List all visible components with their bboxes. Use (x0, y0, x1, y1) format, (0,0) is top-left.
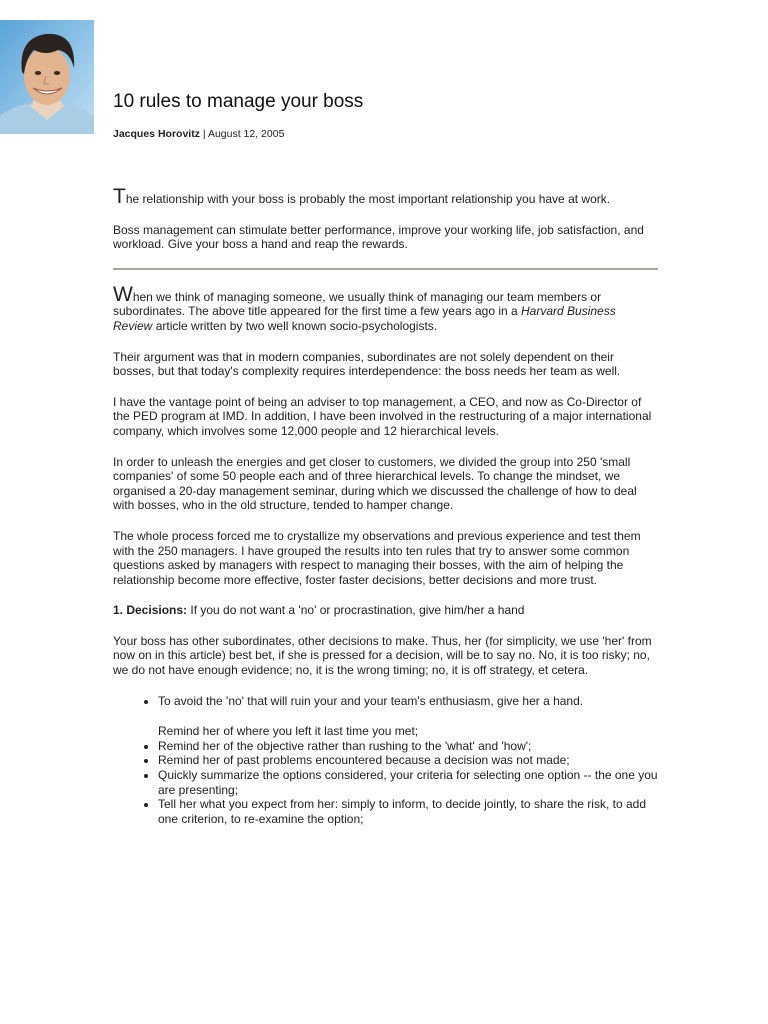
byline-separator: | (199, 128, 208, 140)
dropcap: T (113, 185, 126, 208)
body-text: article written by two well known socio-psychologists. (152, 318, 438, 333)
body-paragraph-4: In order to unleash the energies and get closer to customers, we divided the group into 250 'small companies' of some 50 people each and of three hierarchical levels. To change the mindset, we organised a 20-day management seminar, during which we discussed the challenge of how to deal with bosses, who in the old structure, tended to hamper change. (113, 454, 637, 513)
body-paragraph-3: I have the vantage point of being an adviser to top management, a CEO, and now as Co-Director of the PED program at IMD. In addition, I have been involved in the restructuring of a major international company, which involves some 12,000 people and 12 hierarchical levels. (113, 394, 652, 438)
list-item: • Remind her of the objective rather than rushing to the 'what' and 'how'; (158, 739, 658, 754)
rule-subheading: If you do not want a 'no' or procrastination, give him/her a hand (187, 603, 525, 618)
list-item: • Remind her of past problems encountered because a decision was not made; (158, 753, 658, 768)
author-name: Jacques Horovitz (113, 128, 200, 140)
article-title: 10 rules to manage your boss (113, 91, 364, 112)
section-divider (113, 268, 658, 270)
publication-name: Harvard Business Review (113, 304, 616, 333)
author-photo (0, 20, 94, 134)
article-body (113, 185, 658, 826)
intro-paragraph-2: Boss management can stimulate better performance, improve your working life, job satisfaction, and workload. Give your boss a hand and reap the rewards. (113, 222, 644, 252)
body-paragraph-2: Their argument was that in modern companies, subordinates are not solely dependent on their bosses, but that today's complexity requires interdependence: the boss needs her team as well. (113, 349, 621, 379)
rule-heading: 1. Decisions: (113, 603, 188, 618)
body-paragraph-1 (113, 282, 658, 334)
rule-1-bullet-list (113, 694, 658, 827)
list-item: • Quickly summarize the options considered, your criteria for selecting one option -- the one you are presenting; (158, 768, 658, 797)
rule-1-heading-line (113, 603, 658, 618)
article-date: August 12, 2005 (207, 128, 285, 140)
list-item: • Tell her what you expect from her: simply to inform, to decide jointly, to share the risk, to add one criterion, to re-examine the option; (158, 797, 658, 826)
byline (113, 128, 284, 140)
dropcap: W (113, 282, 133, 306)
bullet-text: To avoid the 'no' that will ruin your and your team's enthusiasm, give her a hand. (158, 693, 584, 708)
intro-paragraph-1 (113, 185, 658, 208)
body-text: hen we think of managing someone, we usually think of managing our team members or subordinates. The above title appeared for the first time a few years ago in a (113, 289, 602, 319)
bullet-subtext: Remind her of where you left it last time you met; (158, 724, 419, 739)
rule-1-paragraph: Your boss has other subordinates, other decisions to make. Thus, her (for simplicity, we use 'her' from now on in this article) best bet, if she is pressed for a decision, will be to say no. No, it is too risky; no, we do not have enough evidence; no, it is the wrong timing; no, it is off strategy, et cetera. (113, 633, 652, 678)
intro-text: he relationship with your boss is probably the most important relationship you have at work. (125, 192, 611, 206)
list-item (158, 694, 658, 739)
body-paragraph-5: The whole process forced me to crystallize my observations and previous experience and test them with the 250 managers. I have grouped the results into ten rules that try to answer some common questions asked by managers with respect to managing their bosses, with the aim of helping the relationship become more effective, foster faster decisions, better decisions and more trust. (113, 528, 641, 587)
